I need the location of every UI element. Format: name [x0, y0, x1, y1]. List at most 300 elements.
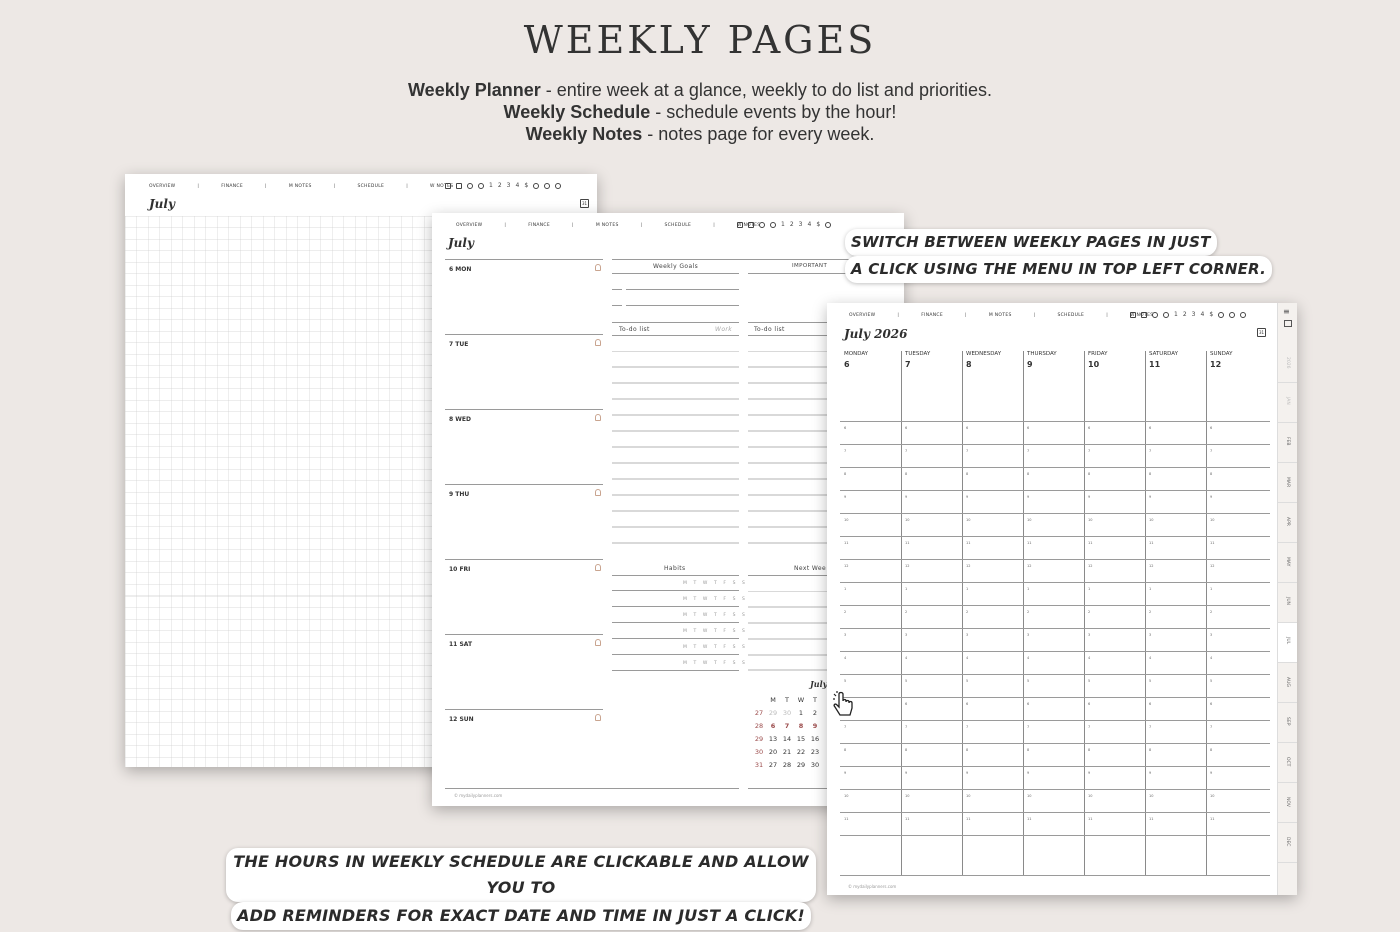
mini-calendar-week[interactable]: 27 29 30 1 2 — [754, 709, 818, 717]
callout-line: ADD REMINDERS FOR EXACT DATE AND TIME IN JUST A CLICK! — [231, 902, 811, 930]
hour-slot[interactable]: 2 — [1088, 610, 1091, 614]
hour-slot[interactable]: 7 — [844, 725, 847, 729]
hour-slot[interactable]: 5 — [1027, 679, 1030, 683]
hour-slot[interactable]: 8 — [1149, 472, 1152, 476]
habit-tracker-row[interactable]: M T W T F S S — [683, 629, 748, 634]
footer-credit: © mydailyplanners.com — [848, 884, 897, 889]
hour-slot[interactable]: 11 — [1210, 817, 1215, 821]
hours-callout — [226, 848, 816, 930]
hour-slot[interactable]: 3 — [1027, 633, 1030, 637]
month-tab-oct[interactable] — [1278, 743, 1297, 783]
quarter-1-link[interactable]: 1 — [1174, 311, 1178, 318]
month-tab-label: MAY — [1285, 557, 1290, 567]
month-tab-label: FEB — [1285, 437, 1290, 446]
footer-divider — [840, 875, 1270, 876]
quarter-2-link[interactable]: 2 — [497, 182, 502, 189]
hour-slot[interactable]: 6 — [905, 702, 908, 706]
divider — [612, 273, 739, 274]
day-header: SATURDAY 11 — [1149, 351, 1178, 369]
hour-slot[interactable]: 12 — [844, 564, 849, 568]
hour-slot[interactable]: 11 — [1088, 817, 1093, 821]
habit-tracker-row[interactable]: M T W T F S S — [683, 661, 748, 666]
hour-slot[interactable]: 7 — [1027, 449, 1030, 453]
day-block[interactable]: 10 FRI — [445, 559, 603, 634]
next-week-header: Next Wee — [794, 565, 827, 572]
hour-slot[interactable]: 7 — [1088, 449, 1091, 453]
hour-row-divider — [840, 490, 1270, 491]
calendar-icon[interactable] — [445, 183, 451, 189]
hour-slot[interactable]: 9 — [905, 771, 908, 775]
nav-m-notes[interactable]: M NOTES — [288, 184, 312, 189]
hour-slot[interactable]: 2 — [1027, 610, 1030, 614]
hour-row-divider — [840, 605, 1270, 606]
mini-calendar-week[interactable]: 30 20 21 22 23 — [754, 748, 820, 756]
quarter-4-link[interactable]: 4 — [515, 182, 520, 189]
month-tab-label: JUL — [1285, 637, 1290, 645]
clock-icon[interactable] — [555, 183, 561, 189]
hour-slot[interactable]: 8 — [905, 748, 908, 752]
hour-slot[interactable]: 2 — [966, 610, 969, 614]
hour-slot[interactable]: 12 — [1210, 564, 1215, 568]
calendar-icon[interactable]: 31 — [581, 201, 588, 206]
page-title: WEEKLY PAGES — [523, 18, 877, 62]
hour-slot[interactable]: 1 — [1027, 587, 1030, 591]
hour-slot[interactable]: 6 — [1149, 426, 1152, 430]
hour-slot[interactable]: 10 — [1088, 794, 1093, 798]
hour-slot[interactable]: 4 — [844, 656, 847, 660]
bell-icon[interactable] — [595, 414, 601, 421]
month-tab-label: JUN — [1285, 597, 1290, 605]
hour-slot[interactable]: 6 — [1027, 426, 1030, 430]
hour-slot[interactable]: 7 — [1149, 449, 1152, 453]
hour-slot[interactable]: 8 — [966, 472, 969, 476]
footer-credit: © mydailyplanners.com — [454, 793, 503, 798]
day-block[interactable]: 9 THU — [445, 484, 603, 559]
eye-icon[interactable] — [1218, 312, 1224, 318]
quarter-1-link[interactable]: 1 — [781, 221, 785, 228]
hour-slot[interactable]: 8 — [844, 748, 847, 752]
day-block[interactable]: 11 SAT — [445, 634, 603, 709]
hour-row-divider — [840, 421, 1270, 422]
quarter-3-link[interactable]: 3 — [798, 221, 803, 228]
pencil-icon[interactable] — [1152, 312, 1158, 318]
hour-slot[interactable]: 6 — [1027, 702, 1030, 706]
month-tab-label: JAN — [1285, 397, 1290, 405]
edit-icon[interactable] — [1284, 320, 1292, 327]
hour-slot[interactable]: 10 — [1210, 794, 1215, 798]
hour-slot[interactable]: 6 — [905, 426, 908, 430]
hour-slot[interactable]: 11 — [844, 541, 849, 545]
month-tab-dec[interactable] — [1278, 823, 1297, 863]
hour-slot[interactable]: 6 — [1210, 426, 1213, 430]
hour-slot[interactable]: 3 — [966, 633, 969, 637]
check-icon[interactable] — [1163, 312, 1169, 318]
nav-finance[interactable]: FINANCE — [528, 223, 551, 228]
month-tab-label: AUG — [1285, 677, 1290, 687]
hour-slot[interactable]: 7 — [1210, 725, 1213, 729]
hour-slot[interactable]: 9 — [1149, 771, 1152, 775]
subtitle-line-2: Weekly Schedule - schedule events by the hour! — [503, 102, 897, 122]
hour-row-divider — [840, 467, 1270, 468]
month-tab-2026[interactable] — [1278, 343, 1297, 383]
hour-slot[interactable]: 4 — [1149, 656, 1152, 660]
todo-list-header-2: To-do list — [754, 326, 785, 333]
budget-link[interactable]: $ — [816, 221, 821, 228]
hour-slot[interactable]: 11 — [1027, 541, 1032, 545]
calendar-icon[interactable] — [1130, 312, 1136, 318]
hour-slot[interactable]: 6 — [1210, 702, 1213, 706]
hour-slot[interactable]: 8 — [844, 472, 847, 476]
hour-row-divider — [840, 444, 1270, 445]
calendar-icon[interactable] — [737, 222, 743, 228]
month-tab-nov[interactable] — [1278, 783, 1297, 823]
divider — [612, 590, 739, 591]
hour-slot[interactable]: 8 — [1027, 748, 1030, 752]
callout-line: THE HOURS IN WEEKLY SCHEDULE ARE CLICKABLE AND ALLOW YOU TO — [226, 848, 816, 902]
hour-slot[interactable]: 8 — [1210, 472, 1213, 476]
hour-slot[interactable]: 4 — [1027, 656, 1030, 660]
bell-icon[interactable] — [595, 489, 601, 496]
hour-slot[interactable]: 9 — [905, 495, 908, 499]
hour-slot[interactable]: 12 — [905, 564, 910, 568]
hour-slot[interactable]: 11 — [966, 817, 971, 821]
hour-row-divider — [840, 559, 1270, 560]
hour-slot[interactable]: 4 — [905, 656, 908, 660]
hour-slot[interactable]: 11 — [966, 541, 971, 545]
day-header: WEDNESDAY 8 — [966, 351, 1002, 369]
hour-row-divider — [840, 789, 1270, 790]
habit-tracker-row[interactable]: M T W T F S S — [683, 613, 748, 618]
goal-line[interactable] — [626, 305, 739, 306]
quarter-2-link[interactable]: 2 — [1182, 311, 1187, 318]
column-divider — [1145, 351, 1146, 875]
nav-w-notes[interactable]: W NOTES — [430, 184, 454, 189]
hour-slot[interactable]: 10 — [966, 794, 971, 798]
month-tab-label: 2026 — [1285, 357, 1290, 369]
column-divider — [962, 351, 963, 875]
schedule-title: July 2026 — [844, 327, 908, 341]
hour-slot[interactable]: 9 — [1210, 495, 1213, 499]
divider — [612, 575, 739, 576]
hour-slot[interactable]: 12 — [1149, 564, 1154, 568]
habit-tracker-row[interactable]: M T W T F S S — [683, 645, 748, 650]
hour-slot[interactable]: 8 — [1088, 748, 1091, 752]
hour-slot[interactable]: 11 — [1210, 541, 1215, 545]
hour-slot[interactable]: 10 — [1210, 518, 1215, 522]
bell-icon[interactable] — [595, 564, 601, 571]
month-tab-jan[interactable] — [1278, 383, 1297, 423]
hour-slot[interactable]: 1 — [905, 587, 908, 591]
hour-slot[interactable]: 5 — [1149, 679, 1152, 683]
hour-slot[interactable]: 11 — [1027, 817, 1032, 821]
hour-row-divider — [840, 743, 1270, 744]
hour-slot[interactable]: 6 — [1088, 702, 1091, 706]
subtitle-line-1: Weekly Planner - entire week at a glance, weekly to do list and priorities. — [408, 80, 992, 100]
hour-slot[interactable]: 9 — [844, 771, 847, 775]
hour-slot[interactable]: 2 — [1210, 610, 1213, 614]
divider — [612, 322, 739, 323]
pencil-icon[interactable] — [759, 222, 765, 228]
toolbar-icons — [1130, 311, 1246, 318]
hour-slot[interactable]: 10 — [905, 518, 910, 522]
toolbar-icons — [737, 221, 831, 228]
nav-m-notes[interactable]: M NOTES — [988, 313, 1012, 318]
day-block[interactable]: 12 SUN — [445, 709, 603, 784]
hour-slot[interactable]: 3 — [1088, 633, 1091, 637]
footer-divider — [445, 788, 739, 789]
hour-slot[interactable]: 7 — [1149, 725, 1152, 729]
hour-slot[interactable]: 11 — [905, 817, 910, 821]
hour-slot[interactable]: 9 — [1027, 771, 1030, 775]
hour-row-divider — [840, 766, 1270, 767]
hour-slot[interactable]: 9 — [966, 771, 969, 775]
hour-slot[interactable]: 5 — [905, 679, 908, 683]
month-tab-label: APR — [1285, 517, 1290, 526]
hour-slot[interactable]: 10 — [1149, 518, 1154, 522]
habits-header: Habits — [664, 565, 686, 572]
quarter-3-link[interactable]: 3 — [506, 182, 511, 189]
quarter-4-link[interactable]: 4 — [807, 221, 812, 228]
nav-w-notes[interactable]: W NOTES — [1130, 313, 1154, 318]
budget-link[interactable]: $ — [1209, 311, 1214, 318]
nav-m-notes[interactable]: M NOTES — [595, 223, 619, 228]
hour-slot[interactable]: 6 — [844, 426, 847, 430]
month-tab-jun[interactable] — [1278, 583, 1297, 623]
month-title: July — [149, 197, 175, 211]
hour-slot[interactable]: 5 — [966, 679, 969, 683]
hour-slot[interactable]: 12 — [1088, 564, 1093, 568]
divider — [612, 622, 739, 623]
month-tab-sep[interactable] — [1278, 703, 1297, 743]
menu-icon[interactable]: ≡ — [1283, 307, 1290, 316]
hour-slot[interactable]: 1 — [1210, 587, 1213, 591]
habit-tracker-row[interactable]: M T W T F S S — [683, 597, 748, 602]
hour-slot[interactable]: 9 — [1088, 495, 1091, 499]
nav-overview[interactable]: OVERVIEW — [456, 223, 483, 228]
day-block[interactable]: 7 TUE — [445, 334, 603, 409]
hour-slot[interactable]: 8 — [1210, 748, 1213, 752]
month-tab-jul[interactable] — [1278, 623, 1297, 663]
image-icon[interactable] — [748, 222, 754, 228]
goal-check[interactable] — [612, 305, 622, 306]
month-tab-feb[interactable] — [1278, 423, 1297, 463]
hour-slot[interactable]: 7 — [905, 725, 908, 729]
hour-slot[interactable]: 9 — [844, 495, 847, 499]
nav-schedule[interactable]: SCHEDULE — [357, 184, 385, 189]
hour-row-divider — [840, 628, 1270, 629]
nav-finance[interactable]: FINANCE — [221, 184, 244, 189]
hour-slot[interactable]: 8 — [966, 748, 969, 752]
hour-slot[interactable]: 8 — [1027, 472, 1030, 476]
hour-slot[interactable]: 9 — [1027, 495, 1030, 499]
pencil-icon[interactable] — [467, 183, 473, 189]
hour-slot[interactable]: 9 — [1088, 771, 1091, 775]
todo-list-header: To-do list — [619, 326, 650, 333]
hour-row-divider — [840, 536, 1270, 537]
nav-schedule[interactable]: SCHEDULE — [664, 223, 692, 228]
hour-slot[interactable]: 4 — [1210, 656, 1213, 660]
hour-slot[interactable]: 10 — [1149, 794, 1154, 798]
hour-slot[interactable]: 5 — [844, 679, 847, 683]
bell-icon[interactable] — [595, 264, 601, 271]
hour-slot[interactable]: 9 — [966, 495, 969, 499]
bell-icon[interactable] — [595, 339, 601, 346]
hour-slot[interactable]: 2 — [905, 610, 908, 614]
calendar-icon[interactable]: 31 — [1258, 330, 1265, 335]
clock-icon[interactable] — [1240, 312, 1246, 318]
nav-w-notes[interactable]: W NOTES — [737, 223, 761, 228]
hour-slot[interactable]: 11 — [844, 817, 849, 821]
goal-line[interactable] — [626, 289, 739, 290]
callout-line: A CLICK USING THE MENU IN TOP LEFT CORNER. — [845, 256, 1272, 283]
hour-slot[interactable]: 10 — [905, 794, 910, 798]
day-header: FRIDAY 10 — [1088, 351, 1108, 369]
hour-slot[interactable]: 1 — [966, 587, 969, 591]
month-tab-aug[interactable] — [1278, 663, 1297, 703]
hour-slot[interactable]: 11 — [1088, 541, 1093, 545]
hour-slot[interactable]: 6 — [966, 702, 969, 706]
divider — [612, 654, 739, 655]
gear-icon[interactable] — [1229, 312, 1235, 318]
hour-row-divider — [840, 812, 1270, 813]
hour-slot[interactable]: 11 — [905, 541, 910, 545]
hour-slot[interactable]: 3 — [1149, 633, 1152, 637]
month-tab-may[interactable] — [1278, 543, 1297, 583]
quarter-1-link[interactable]: 1 — [489, 182, 493, 189]
hour-slot[interactable]: 6 — [966, 426, 969, 430]
image-icon[interactable] — [1141, 312, 1147, 318]
hour-slot[interactable]: 1 — [1088, 587, 1091, 591]
nav-overview[interactable]: OVERVIEW — [849, 313, 876, 318]
hour-slot[interactable]: 10 — [1088, 518, 1093, 522]
month-tab-mar[interactable] — [1278, 463, 1297, 503]
month-tab-label: NOV — [1285, 797, 1290, 807]
menu-callout — [845, 229, 1272, 283]
divider — [612, 335, 739, 336]
hour-slot[interactable]: 10 — [966, 518, 971, 522]
todo-tag[interactable]: Work — [715, 326, 733, 333]
mini-calendar-week[interactable]: 31 27 28 29 30 — [754, 761, 820, 769]
bell-icon[interactable] — [595, 639, 601, 646]
divider — [612, 638, 739, 639]
day-header: THURSDAY 9 — [1027, 351, 1057, 369]
nav-overview[interactable]: OVERVIEW — [149, 184, 176, 189]
bell-icon[interactable] — [595, 714, 601, 721]
weekly-schedule-page — [827, 303, 1297, 895]
day-block[interactable]: 8 WED — [445, 409, 603, 484]
weekly-goals-header: Weekly Goals — [653, 263, 699, 270]
quarter-4-link[interactable]: 4 — [1200, 311, 1205, 318]
hour-row-divider — [840, 513, 1270, 514]
hour-slot[interactable]: 10 — [844, 518, 849, 522]
top-nav: OVERVIEW | FINANCE | M NOTES | SCHEDULE | W NOTES — [149, 184, 454, 189]
hour-row-divider — [840, 835, 1270, 836]
divider — [612, 670, 739, 671]
month-tab-label: DEC — [1285, 837, 1290, 847]
hour-slot[interactable]: 3 — [905, 633, 908, 637]
hour-slot[interactable]: 11 — [1149, 817, 1154, 821]
mini-calendar-week[interactable]: 29 13 14 15 16 — [754, 735, 820, 743]
hour-slot[interactable]: 7 — [966, 725, 969, 729]
hour-slot[interactable]: 3 — [1210, 633, 1213, 637]
month-tab-label: SEP — [1285, 717, 1290, 726]
hour-slot[interactable]: 10 — [1027, 518, 1032, 522]
subtitle — [0, 79, 1400, 145]
day-block[interactable]: 6 MON — [445, 259, 603, 334]
hour-row-divider — [840, 720, 1270, 721]
month-title: July — [448, 236, 474, 250]
nav-schedule[interactable]: SCHEDULE — [1057, 313, 1085, 318]
important-header: IMPORTANT — [792, 263, 828, 269]
hour-slot[interactable]: 12 — [1027, 564, 1032, 568]
hour-slot[interactable]: 7 — [905, 449, 908, 453]
hour-slot[interactable]: 4 — [1088, 656, 1091, 660]
hour-slot[interactable]: 1 — [844, 587, 847, 591]
mini-calendar-week[interactable]: 28 6 7 8 9 — [754, 722, 818, 730]
hand-cursor-icon — [830, 690, 856, 720]
nav-finance[interactable]: FINANCE — [921, 313, 944, 318]
hour-row-divider — [840, 674, 1270, 675]
goal-check[interactable] — [612, 289, 622, 290]
hour-row-divider — [840, 697, 1270, 698]
hour-slot[interactable]: 9 — [1149, 495, 1152, 499]
divider — [612, 606, 739, 607]
hour-slot[interactable]: 7 — [966, 449, 969, 453]
hour-slot[interactable]: 10 — [1027, 794, 1032, 798]
check-icon[interactable] — [770, 222, 776, 228]
check-icon[interactable] — [478, 183, 484, 189]
toolbar-icons — [445, 182, 561, 189]
quarter-2-link[interactable]: 2 — [789, 221, 794, 228]
month-tabs — [1277, 303, 1297, 895]
eye-icon[interactable] — [825, 222, 831, 228]
hour-slot[interactable]: 6 — [1088, 426, 1091, 430]
hour-slot[interactable]: 5 — [1088, 679, 1091, 683]
hour-slot[interactable]: 5 — [1210, 679, 1213, 683]
hour-slot[interactable]: 9 — [1210, 771, 1213, 775]
quarter-3-link[interactable]: 3 — [1191, 311, 1196, 318]
hour-slot[interactable]: 3 — [844, 633, 847, 637]
image-icon[interactable] — [456, 183, 462, 189]
hour-slot[interactable]: 4 — [966, 656, 969, 660]
callout-line: SWITCH BETWEEN WEEKLY PAGES IN JUST — [845, 229, 1217, 256]
mini-calendar-title: July — [810, 679, 828, 689]
day-header: MONDAY 6 — [844, 351, 869, 369]
column-divider — [1023, 351, 1024, 875]
hour-slot[interactable]: 12 — [966, 564, 971, 568]
hour-slot[interactable]: 7 — [1088, 725, 1091, 729]
hour-slot[interactable]: 11 — [1149, 541, 1154, 545]
hour-slot[interactable]: 6 — [1149, 702, 1152, 706]
hour-slot[interactable]: 7 — [1210, 449, 1213, 453]
hour-slot[interactable]: 2 — [1149, 610, 1152, 614]
month-tab-apr[interactable] — [1278, 503, 1297, 543]
hour-slot[interactable]: 7 — [844, 449, 847, 453]
gear-icon[interactable] — [544, 183, 550, 189]
budget-link[interactable]: $ — [524, 182, 529, 189]
hour-slot[interactable]: 10 — [844, 794, 849, 798]
hour-slot[interactable]: 8 — [1088, 472, 1091, 476]
hour-slot[interactable]: 1 — [1149, 587, 1152, 591]
habit-tracker-row[interactable]: M T W T F S S — [683, 581, 748, 586]
hour-slot[interactable]: 8 — [1149, 748, 1152, 752]
subtitle-line-3: Weekly Notes - notes page for every week. — [525, 124, 875, 144]
hour-slot[interactable]: 2 — [844, 610, 847, 614]
eye-icon[interactable] — [533, 183, 539, 189]
hour-slot[interactable]: 8 — [905, 472, 908, 476]
column-divider — [901, 351, 902, 875]
hour-slot[interactable]: 7 — [1027, 725, 1030, 729]
